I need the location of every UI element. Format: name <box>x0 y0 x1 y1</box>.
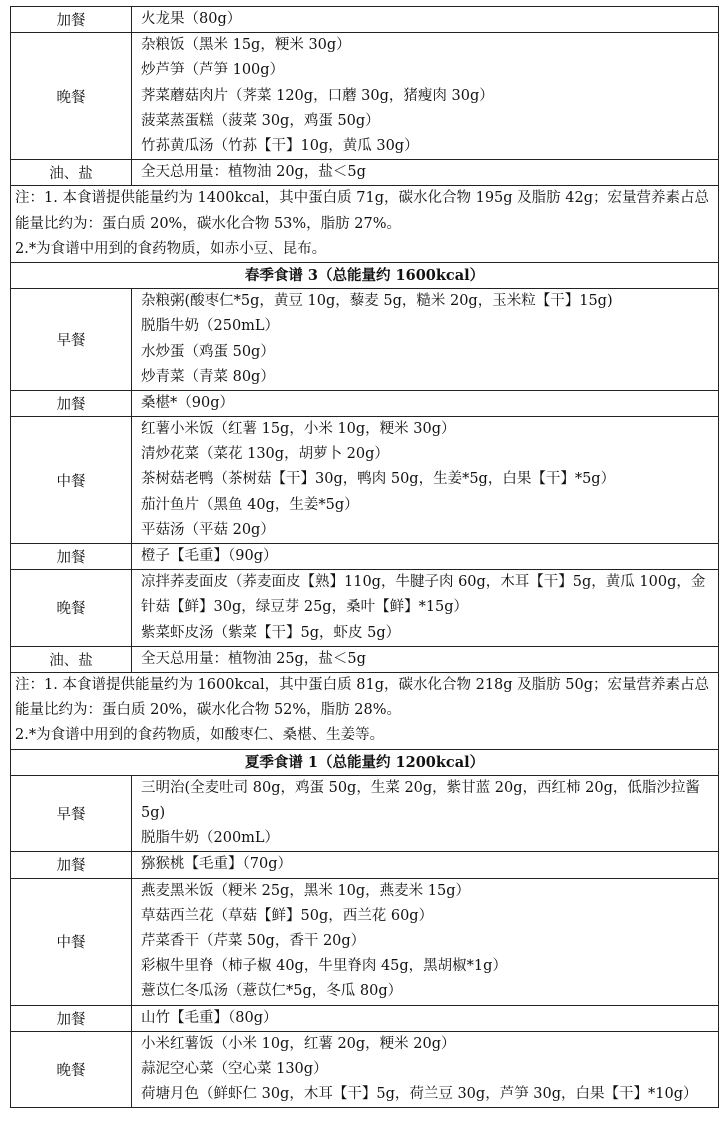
nutrition-note <box>11 186 719 263</box>
food-item: 荠菜蘑菇肉片（荠菜 120g，口蘑 30g，猪瘦肉 30g） <box>141 87 494 104</box>
meal-items <box>132 7 719 33</box>
food-item: 茶树菇老鸭（茶树菇【干】30g，鸭肉 50g，生姜*5g，白果【干】*5g） <box>141 471 616 488</box>
meal-items <box>132 1005 719 1031</box>
food-item: 全天总用量：植物油 20g，盐＜5g <box>141 164 366 181</box>
meal-label: 加餐 <box>11 1005 132 1031</box>
meal-items <box>132 852 719 878</box>
section-title: 夏季食谱 1（总能量约 1200kcal） <box>11 749 719 775</box>
table-row <box>11 878 719 1005</box>
meal-items <box>132 33 719 160</box>
meal-items <box>132 878 719 1005</box>
food-item: 竹荪黄瓜汤（竹荪【干】10g，黄瓜 30g） <box>141 137 419 154</box>
meal-label: 晚餐 <box>11 1031 132 1108</box>
food-item: 炒芦笋（芦笋 100g） <box>141 62 285 79</box>
food-item: 红薯小米饭（红薯 15g，小米 10g，粳米 30g） <box>141 421 456 438</box>
meal-label: 加餐 <box>11 852 132 878</box>
table-row <box>11 7 719 33</box>
meal-items <box>132 417 719 544</box>
section-title: 春季食谱 3（总能量约 1600kcal） <box>11 262 719 288</box>
section-heading-row <box>11 262 719 288</box>
meal-label: 早餐 <box>11 289 132 391</box>
food-item: 三明治(全麦吐司 80g，鸡蛋 50g，生菜 20g，紫甘蓝 20g，西红柿 20g，低脂沙拉酱 5g) <box>141 779 700 821</box>
food-item: 茄汁鱼片（黑鱼 40g，生姜*5g） <box>141 496 359 513</box>
food-item: 炒青菜（青菜 80g） <box>141 368 275 385</box>
note-row <box>11 672 719 749</box>
table-row <box>11 289 719 391</box>
section-heading-row <box>11 749 719 775</box>
table-row <box>11 1005 719 1031</box>
meal-label: 早餐 <box>11 775 132 852</box>
food-item: 薏苡仁冬瓜汤（薏苡仁*5g，冬瓜 80g） <box>141 983 403 1000</box>
food-item: 平菇汤（平菇 20g） <box>141 521 275 538</box>
table-row <box>11 570 719 647</box>
food-item: 蒜泥空心菜（空心菜 130g） <box>141 1060 328 1077</box>
food-item: 脱脂牛奶（200mL） <box>141 830 280 847</box>
food-item: 橙子【毛重】（90g） <box>141 548 278 564</box>
food-item: 全天总用量：植物油 25g，盐＜5g <box>141 650 366 667</box>
food-item: 杂粮粥(酸枣仁*5g，黄豆 10g，藜麦 5g，糙米 20g，玉米粒【干】15g) <box>141 293 613 310</box>
meal-items <box>132 544 719 570</box>
table-row <box>11 1031 719 1108</box>
meal-label: 加餐 <box>11 544 132 570</box>
note-line: 2.*为食谱中用到的食药物质，如赤小豆、昆布。 <box>15 240 327 257</box>
note-line: 注：1. 本食谱提供能量约为 1400kcal，其中蛋白质 71g，碳水化合物 195g 及脂肪 42g；宏量营养素占总能量比约为：蛋白质 20%，碳水化合物 53%，脂肪 27%。 <box>15 190 710 232</box>
food-item: 燕麦黑米饭（粳米 25g，黑米 10g，燕麦米 15g） <box>141 882 471 899</box>
food-item: 杂粮饭（黑米 15g，粳米 30g） <box>141 37 351 54</box>
meal-items <box>132 289 719 391</box>
meal-label: 油、盐 <box>11 646 132 672</box>
food-item: 桑椹*（90g） <box>141 394 234 411</box>
food-item: 芹菜香干（芹菜 50g，香干 20g） <box>141 932 366 949</box>
food-item: 水炒蛋（鸡蛋 50g） <box>141 343 275 360</box>
food-item: 山竹【毛重】（80g） <box>141 1009 278 1026</box>
meal-label: 中餐 <box>11 417 132 544</box>
food-item: 脱脂牛奶（250mL） <box>141 318 280 335</box>
food-item: 菠菜蒸蛋糕（菠菜 30g，鸡蛋 50g） <box>141 112 380 129</box>
table-row <box>11 544 719 570</box>
food-item: 草菇西兰花（草菇【鲜】50g，西兰花 60g） <box>141 907 434 924</box>
note-row <box>11 186 719 263</box>
table-row <box>11 160 719 186</box>
meal-label: 晚餐 <box>11 33 132 160</box>
table-row <box>11 390 719 416</box>
meal-items <box>132 570 719 647</box>
food-item: 彩椒牛里脊（柿子椒 40g，牛里脊肉 45g，黑胡椒*1g） <box>141 958 507 975</box>
meal-label: 加餐 <box>11 7 132 33</box>
nutrition-note <box>11 672 719 749</box>
meal-label: 油、盐 <box>11 160 132 186</box>
food-item: 火龙果（80g） <box>141 11 242 27</box>
food-item: 清炒花菜（菜花 130g，胡萝卜 20g） <box>141 446 389 463</box>
meal-plan-table <box>10 6 719 1108</box>
table-row <box>11 852 719 878</box>
meal-items <box>132 160 719 186</box>
note-line: 注：1. 本食谱提供能量约为 1600kcal，其中蛋白质 81g，碳水化合物 218g 及脂肪 50g；宏量营养素占总能量比约为：蛋白质 20%，碳水化合物 52%，脂肪 28%。 <box>15 676 710 719</box>
food-item: 猕猴桃【毛重】（70g） <box>141 856 292 873</box>
table-row <box>11 646 719 672</box>
meal-label: 加餐 <box>11 390 132 416</box>
table-row <box>11 417 719 544</box>
table-row <box>11 775 719 852</box>
food-item: 紫菜虾皮汤（紫菜【干】5g，虾皮 5g） <box>141 624 401 641</box>
food-item: 小米红薯饭（小米 10g，红薯 20g，粳米 20g） <box>141 1035 456 1052</box>
table-row <box>11 33 719 160</box>
meal-label: 晚餐 <box>11 570 132 647</box>
meal-items <box>132 646 719 672</box>
food-item: 凉拌荞麦面皮（荞麦面皮【熟】110g，牛腱子肉 60g，木耳【干】5g，黄瓜 100g，金针菇【鲜】30g，绿豆芽 25g，桑叶【鲜】*15g） <box>141 574 706 616</box>
meal-items <box>132 390 719 416</box>
food-item: 荷塘月色（鲜虾仁 30g，木耳【干】5g，荷兰豆 30g，芦笋 30g，白果【干】*10g） <box>141 1086 698 1103</box>
meal-label: 中餐 <box>11 878 132 1005</box>
meal-items <box>132 775 719 852</box>
meal-items <box>132 1031 719 1108</box>
note-line: 2.*为食谱中用到的食药物质，如酸枣仁、桑椹、生姜等。 <box>15 727 385 744</box>
